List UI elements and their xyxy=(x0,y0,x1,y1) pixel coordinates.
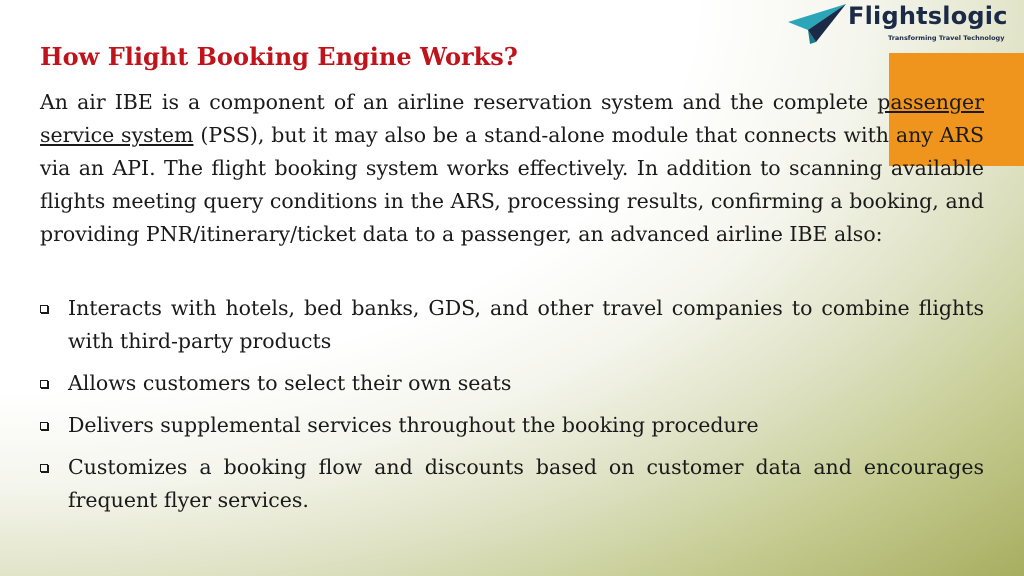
hollow-square-bullet-icon xyxy=(40,305,48,313)
list-item-text: Interacts with hotels, bed banks, GDS, and other travel companies to combine flights with third-party products xyxy=(68,296,984,353)
brand-name: Flightslogic xyxy=(848,2,1008,30)
hollow-square-bullet-icon xyxy=(40,422,48,430)
intro-text-start: An air IBE is a component of an airline reservation system and the complete xyxy=(40,90,878,114)
brand-logo xyxy=(786,2,1022,48)
intro-text-end: (PSS), but it may also be a stand-alone module that connects with any ARS via an API. The flight booking system works effectively. In addition to scanning available flights meeting query conditions in the ARS, processing results, confirming a booking, and providing PNR/itinerary/ticket data to a passenger, an advanced airline IBE also: xyxy=(40,123,985,246)
list-item xyxy=(40,292,984,358)
hollow-square-bullet-icon xyxy=(40,464,48,472)
slide-title: How Flight Booking Engine Works? xyxy=(40,42,518,71)
list-item xyxy=(40,451,984,517)
intro-paragraph xyxy=(40,86,984,251)
pss-link[interactable]: passenger service system xyxy=(40,90,984,147)
list-item-text: Customizes a booking flow and discounts based on customer data and encourages frequent flyer services. xyxy=(68,455,984,512)
list-item xyxy=(40,367,984,400)
paper-plane-icon xyxy=(786,2,848,46)
hollow-square-bullet-icon xyxy=(40,380,48,388)
feature-list xyxy=(40,292,984,526)
brand-tagline: Transforming Travel Technology xyxy=(888,34,1005,42)
list-item-text: Delivers supplemental services throughout the booking procedure xyxy=(68,413,759,437)
list-item xyxy=(40,409,984,442)
list-item-text: Allows customers to select their own seats xyxy=(68,371,512,395)
